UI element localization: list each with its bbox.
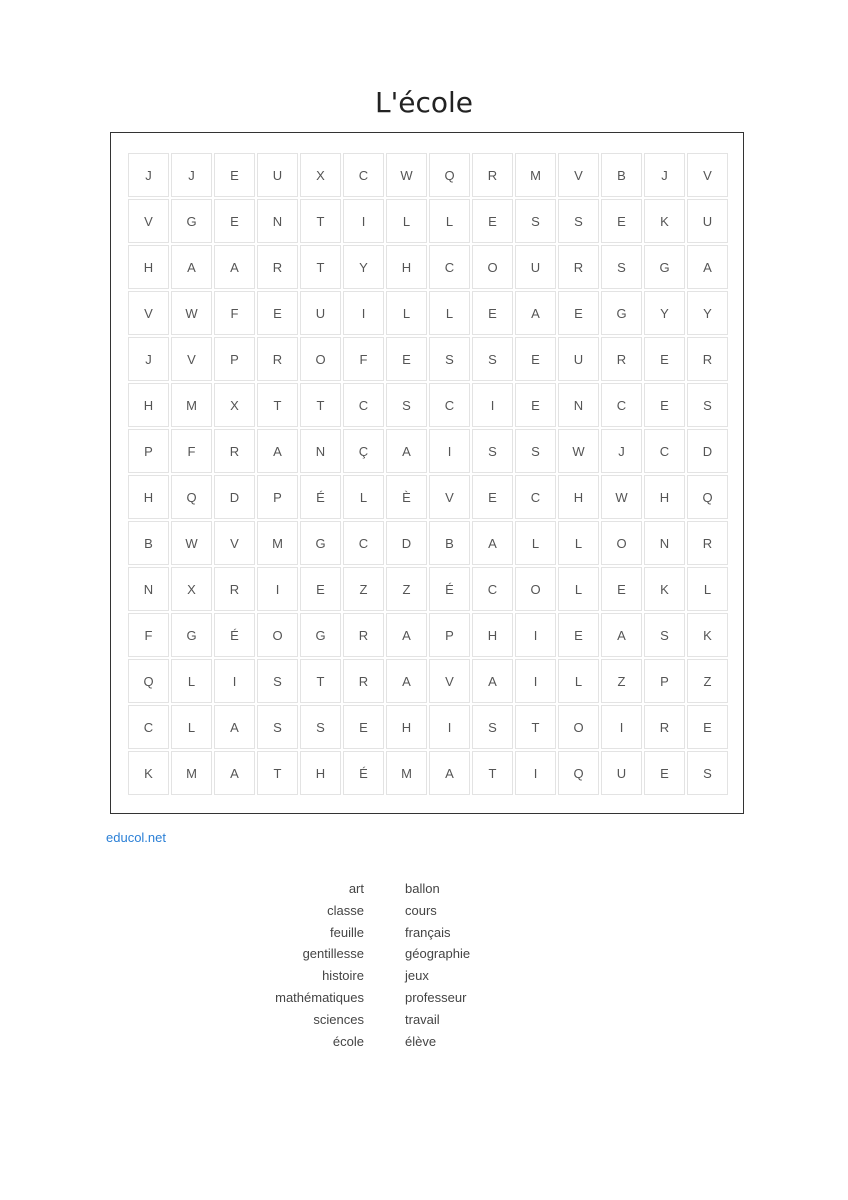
grid-cell[interactable]: A [171,245,212,289]
grid-cell[interactable]: È [386,475,427,519]
grid-cell[interactable]: Z [687,659,728,703]
grid-cell[interactable]: S [515,429,556,473]
grid-cell[interactable]: X [214,383,255,427]
grid-cell[interactable]: R [214,567,255,611]
grid-cell[interactable]: E [515,337,556,381]
grid-cell[interactable]: G [300,521,341,565]
grid-cell[interactable]: L [386,291,427,335]
grid-cell[interactable]: L [429,199,470,243]
grid-cell[interactable]: V [214,521,255,565]
grid-cell[interactable]: L [558,659,599,703]
grid-cell[interactable]: E [558,613,599,657]
word-item: professeur [405,989,467,1005]
grid-cell[interactable]: Q [128,659,169,703]
word-item: cours [405,902,437,918]
grid-cell[interactable]: H [472,613,513,657]
grid-cell[interactable]: S [687,751,728,795]
grid-cell[interactable]: I [601,705,642,749]
grid-cell[interactable]: G [171,613,212,657]
grid-cell[interactable]: I [343,199,384,243]
grid-cell[interactable]: É [429,567,470,611]
grid-cell[interactable]: A [214,705,255,749]
grid-cell[interactable]: O [601,521,642,565]
grid-cell[interactable]: S [429,337,470,381]
grid-cell[interactable]: Z [343,567,384,611]
grid-cell[interactable]: W [386,153,427,197]
grid-cell[interactable]: É [343,751,384,795]
grid-cell[interactable]: E [601,199,642,243]
grid-cell[interactable]: T [300,659,341,703]
word-search-frame [110,132,744,814]
grid-cell[interactable]: E [300,567,341,611]
word-item: gentillesse [302,946,364,962]
grid-cell[interactable]: A [429,751,470,795]
letter-grid [128,153,728,795]
grid-cell[interactable]: V [171,337,212,381]
grid-cell[interactable]: S [257,705,298,749]
grid-cell[interactable]: T [300,383,341,427]
grid-cell[interactable]: U [687,199,728,243]
grid-cell[interactable]: L [429,291,470,335]
word-item: français [405,924,451,940]
grid-cell[interactable]: I [429,705,470,749]
grid-cell[interactable]: S [257,659,298,703]
grid-cell[interactable]: Y [687,291,728,335]
grid-cell[interactable]: E [644,337,685,381]
word-item: feuille [330,924,364,940]
grid-cell[interactable]: H [128,245,169,289]
grid-cell[interactable]: V [429,659,470,703]
grid-cell[interactable]: I [515,613,556,657]
grid-cell[interactable]: A [515,291,556,335]
grid-cell[interactable]: F [343,337,384,381]
word-item: travail [405,1011,440,1027]
grid-cell[interactable]: C [128,705,169,749]
grid-cell[interactable]: G [644,245,685,289]
grid-cell[interactable]: C [343,521,384,565]
grid-cell[interactable]: Y [644,291,685,335]
word-item: école [332,1033,364,1049]
grid-cell[interactable]: S [300,705,341,749]
grid-cell[interactable]: C [343,153,384,197]
grid-cell[interactable]: C [644,429,685,473]
grid-cell[interactable]: E [472,475,513,519]
grid-cell[interactable]: N [128,567,169,611]
word-item: classe [327,902,364,918]
grid-cell[interactable]: U [257,153,298,197]
grid-cell[interactable]: T [300,199,341,243]
grid-cell[interactable]: T [257,383,298,427]
grid-cell[interactable]: L [386,199,427,243]
grid-cell[interactable]: D [386,521,427,565]
grid-cell[interactable]: Q [558,751,599,795]
grid-cell[interactable]: P [644,659,685,703]
word-list-row [0,903,848,925]
word-item: histoire [322,968,364,984]
grid-cell[interactable]: E [472,199,513,243]
grid-cell[interactable]: O [300,337,341,381]
grid-cell[interactable]: B [429,521,470,565]
grid-cell[interactable]: E [343,705,384,749]
grid-cell[interactable]: E [558,291,599,335]
grid-cell[interactable]: R [343,659,384,703]
grid-cell[interactable]: K [128,751,169,795]
grid-cell[interactable]: E [601,567,642,611]
grid-cell[interactable]: R [687,521,728,565]
grid-cell[interactable]: I [515,751,556,795]
grid-cell[interactable]: H [128,383,169,427]
grid-cell[interactable]: S [472,705,513,749]
grid-cell[interactable]: V [687,153,728,197]
grid-cell[interactable]: Z [386,567,427,611]
grid-cell[interactable]: Ç [343,429,384,473]
grid-cell[interactable]: R [214,429,255,473]
grid-cell[interactable]: A [386,613,427,657]
grid-cell[interactable]: G [300,613,341,657]
grid-cell[interactable]: V [429,475,470,519]
grid-cell[interactable]: S [386,383,427,427]
grid-cell[interactable]: R [472,153,513,197]
grid-cell[interactable]: J [601,429,642,473]
grid-cell[interactable]: W [171,291,212,335]
grid-cell[interactable]: A [214,245,255,289]
grid-cell[interactable]: A [601,613,642,657]
grid-cell[interactable]: L [687,567,728,611]
grid-cell[interactable]: M [515,153,556,197]
grid-cell[interactable]: X [300,153,341,197]
word-list [0,881,848,1055]
grid-cell[interactable]: E [214,153,255,197]
grid-cell[interactable]: J [644,153,685,197]
grid-cell[interactable]: K [687,613,728,657]
grid-cell[interactable]: S [644,613,685,657]
grid-cell[interactable]: T [300,245,341,289]
grid-cell[interactable]: C [472,567,513,611]
grid-cell[interactable]: C [429,383,470,427]
grid-cell[interactable]: F [214,291,255,335]
word-item: élève [405,1033,437,1049]
grid-cell[interactable]: U [558,337,599,381]
grid-cell[interactable]: H [644,475,685,519]
grid-cell[interactable]: P [128,429,169,473]
grid-cell[interactable]: G [171,199,212,243]
grid-cell[interactable]: E [257,291,298,335]
grid-cell[interactable]: L [558,521,599,565]
grid-cell[interactable]: L [515,521,556,565]
grid-cell[interactable]: L [171,705,212,749]
grid-cell[interactable]: A [687,245,728,289]
grid-cell[interactable]: M [257,521,298,565]
grid-cell[interactable]: N [300,429,341,473]
grid-cell[interactable]: H [386,245,427,289]
grid-cell[interactable]: U [601,751,642,795]
grid-cell[interactable]: S [558,199,599,243]
grid-cell[interactable]: C [429,245,470,289]
grid-cell[interactable]: I [515,659,556,703]
word-item: art [348,881,364,896]
grid-cell[interactable]: W [171,521,212,565]
grid-cell[interactable]: V [558,153,599,197]
grid-cell[interactable]: N [257,199,298,243]
grid-cell[interactable]: R [644,705,685,749]
grid-cell[interactable]: Z [601,659,642,703]
word-list-row [0,946,848,968]
grid-cell[interactable]: V [128,199,169,243]
grid-cell[interactable]: N [558,383,599,427]
grid-cell[interactable]: K [644,567,685,611]
grid-cell[interactable]: E [515,383,556,427]
grid-cell[interactable]: A [257,429,298,473]
word-list-row [0,881,848,903]
grid-cell[interactable]: A [386,659,427,703]
grid-cell[interactable]: C [515,475,556,519]
grid-cell[interactable]: L [558,567,599,611]
grid-cell[interactable]: S [515,199,556,243]
grid-cell[interactable]: K [644,199,685,243]
word-list-row [0,990,848,1012]
page-title: L'école [374,86,474,119]
word-list-row [0,1034,848,1056]
grid-cell[interactable]: E [472,291,513,335]
word-item: sciences [313,1011,364,1027]
grid-cell[interactable]: O [515,567,556,611]
grid-cell[interactable]: C [601,383,642,427]
grid-cell[interactable]: J [171,153,212,197]
grid-cell[interactable]: T [472,751,513,795]
word-item: géographie [405,946,471,962]
grid-cell[interactable]: J [128,153,169,197]
grid-cell[interactable]: I [257,567,298,611]
grid-cell[interactable]: F [171,429,212,473]
grid-cell[interactable]: V [128,291,169,335]
grid-cell[interactable]: I [429,429,470,473]
grid-cell[interactable]: Q [171,475,212,519]
grid-cell[interactable]: S [601,245,642,289]
grid-cell[interactable]: F [128,613,169,657]
grid-cell[interactable]: A [214,751,255,795]
grid-cell[interactable]: I [343,291,384,335]
source-link[interactable]: educol.net [106,830,166,845]
grid-cell[interactable]: H [386,705,427,749]
grid-cell[interactable]: T [515,705,556,749]
grid-cell[interactable]: R [257,245,298,289]
grid-cell[interactable]: P [257,475,298,519]
word-list-row [0,1012,848,1034]
grid-cell[interactable]: Q [429,153,470,197]
word-item: ballon [405,881,440,896]
grid-cell[interactable]: D [214,475,255,519]
grid-cell[interactable]: A [472,659,513,703]
grid-cell[interactable]: O [472,245,513,289]
grid-cell[interactable]: I [214,659,255,703]
grid-cell[interactable]: M [171,751,212,795]
grid-cell[interactable]: J [128,337,169,381]
grid-cell[interactable]: R [558,245,599,289]
grid-cell[interactable]: U [515,245,556,289]
grid-cell[interactable]: S [472,429,513,473]
grid-cell[interactable]: H [558,475,599,519]
grid-cell[interactable]: O [257,613,298,657]
grid-cell[interactable]: A [472,521,513,565]
grid-cell[interactable]: E [687,705,728,749]
grid-cell[interactable]: R [257,337,298,381]
grid-cell[interactable]: L [343,475,384,519]
grid-cell[interactable]: B [128,521,169,565]
grid-cell[interactable]: A [386,429,427,473]
grid-cell[interactable]: É [300,475,341,519]
grid-cell[interactable]: X [171,567,212,611]
grid-cell[interactable]: R [601,337,642,381]
grid-cell[interactable]: L [171,659,212,703]
grid-cell[interactable]: U [300,291,341,335]
grid-cell[interactable]: Y [343,245,384,289]
grid-cell[interactable]: É [214,613,255,657]
grid-cell[interactable]: W [558,429,599,473]
grid-cell[interactable]: P [214,337,255,381]
grid-cell[interactable]: H [128,475,169,519]
grid-cell[interactable]: M [386,751,427,795]
word-item: mathématiques [275,989,364,1005]
grid-cell[interactable]: H [300,751,341,795]
grid-cell[interactable]: R [687,337,728,381]
grid-cell[interactable]: D [687,429,728,473]
grid-cell[interactable]: B [601,153,642,197]
word-list-row [0,968,848,990]
grid-cell[interactable]: Q [687,475,728,519]
grid-cell[interactable]: S [472,337,513,381]
grid-cell[interactable]: S [687,383,728,427]
grid-cell[interactable]: I [472,383,513,427]
grid-cell[interactable]: E [386,337,427,381]
grid-cell[interactable]: O [558,705,599,749]
grid-cell[interactable]: R [343,613,384,657]
grid-cell[interactable]: G [601,291,642,335]
grid-cell[interactable]: W [601,475,642,519]
grid-cell[interactable]: N [644,521,685,565]
grid-cell[interactable]: T [257,751,298,795]
word-item: jeux [405,968,429,984]
grid-cell[interactable]: E [644,383,685,427]
grid-cell[interactable]: E [644,751,685,795]
grid-cell[interactable]: P [429,613,470,657]
word-list-row [0,925,848,947]
grid-cell[interactable]: M [171,383,212,427]
grid-cell[interactable]: E [214,199,255,243]
grid-cell[interactable]: C [343,383,384,427]
